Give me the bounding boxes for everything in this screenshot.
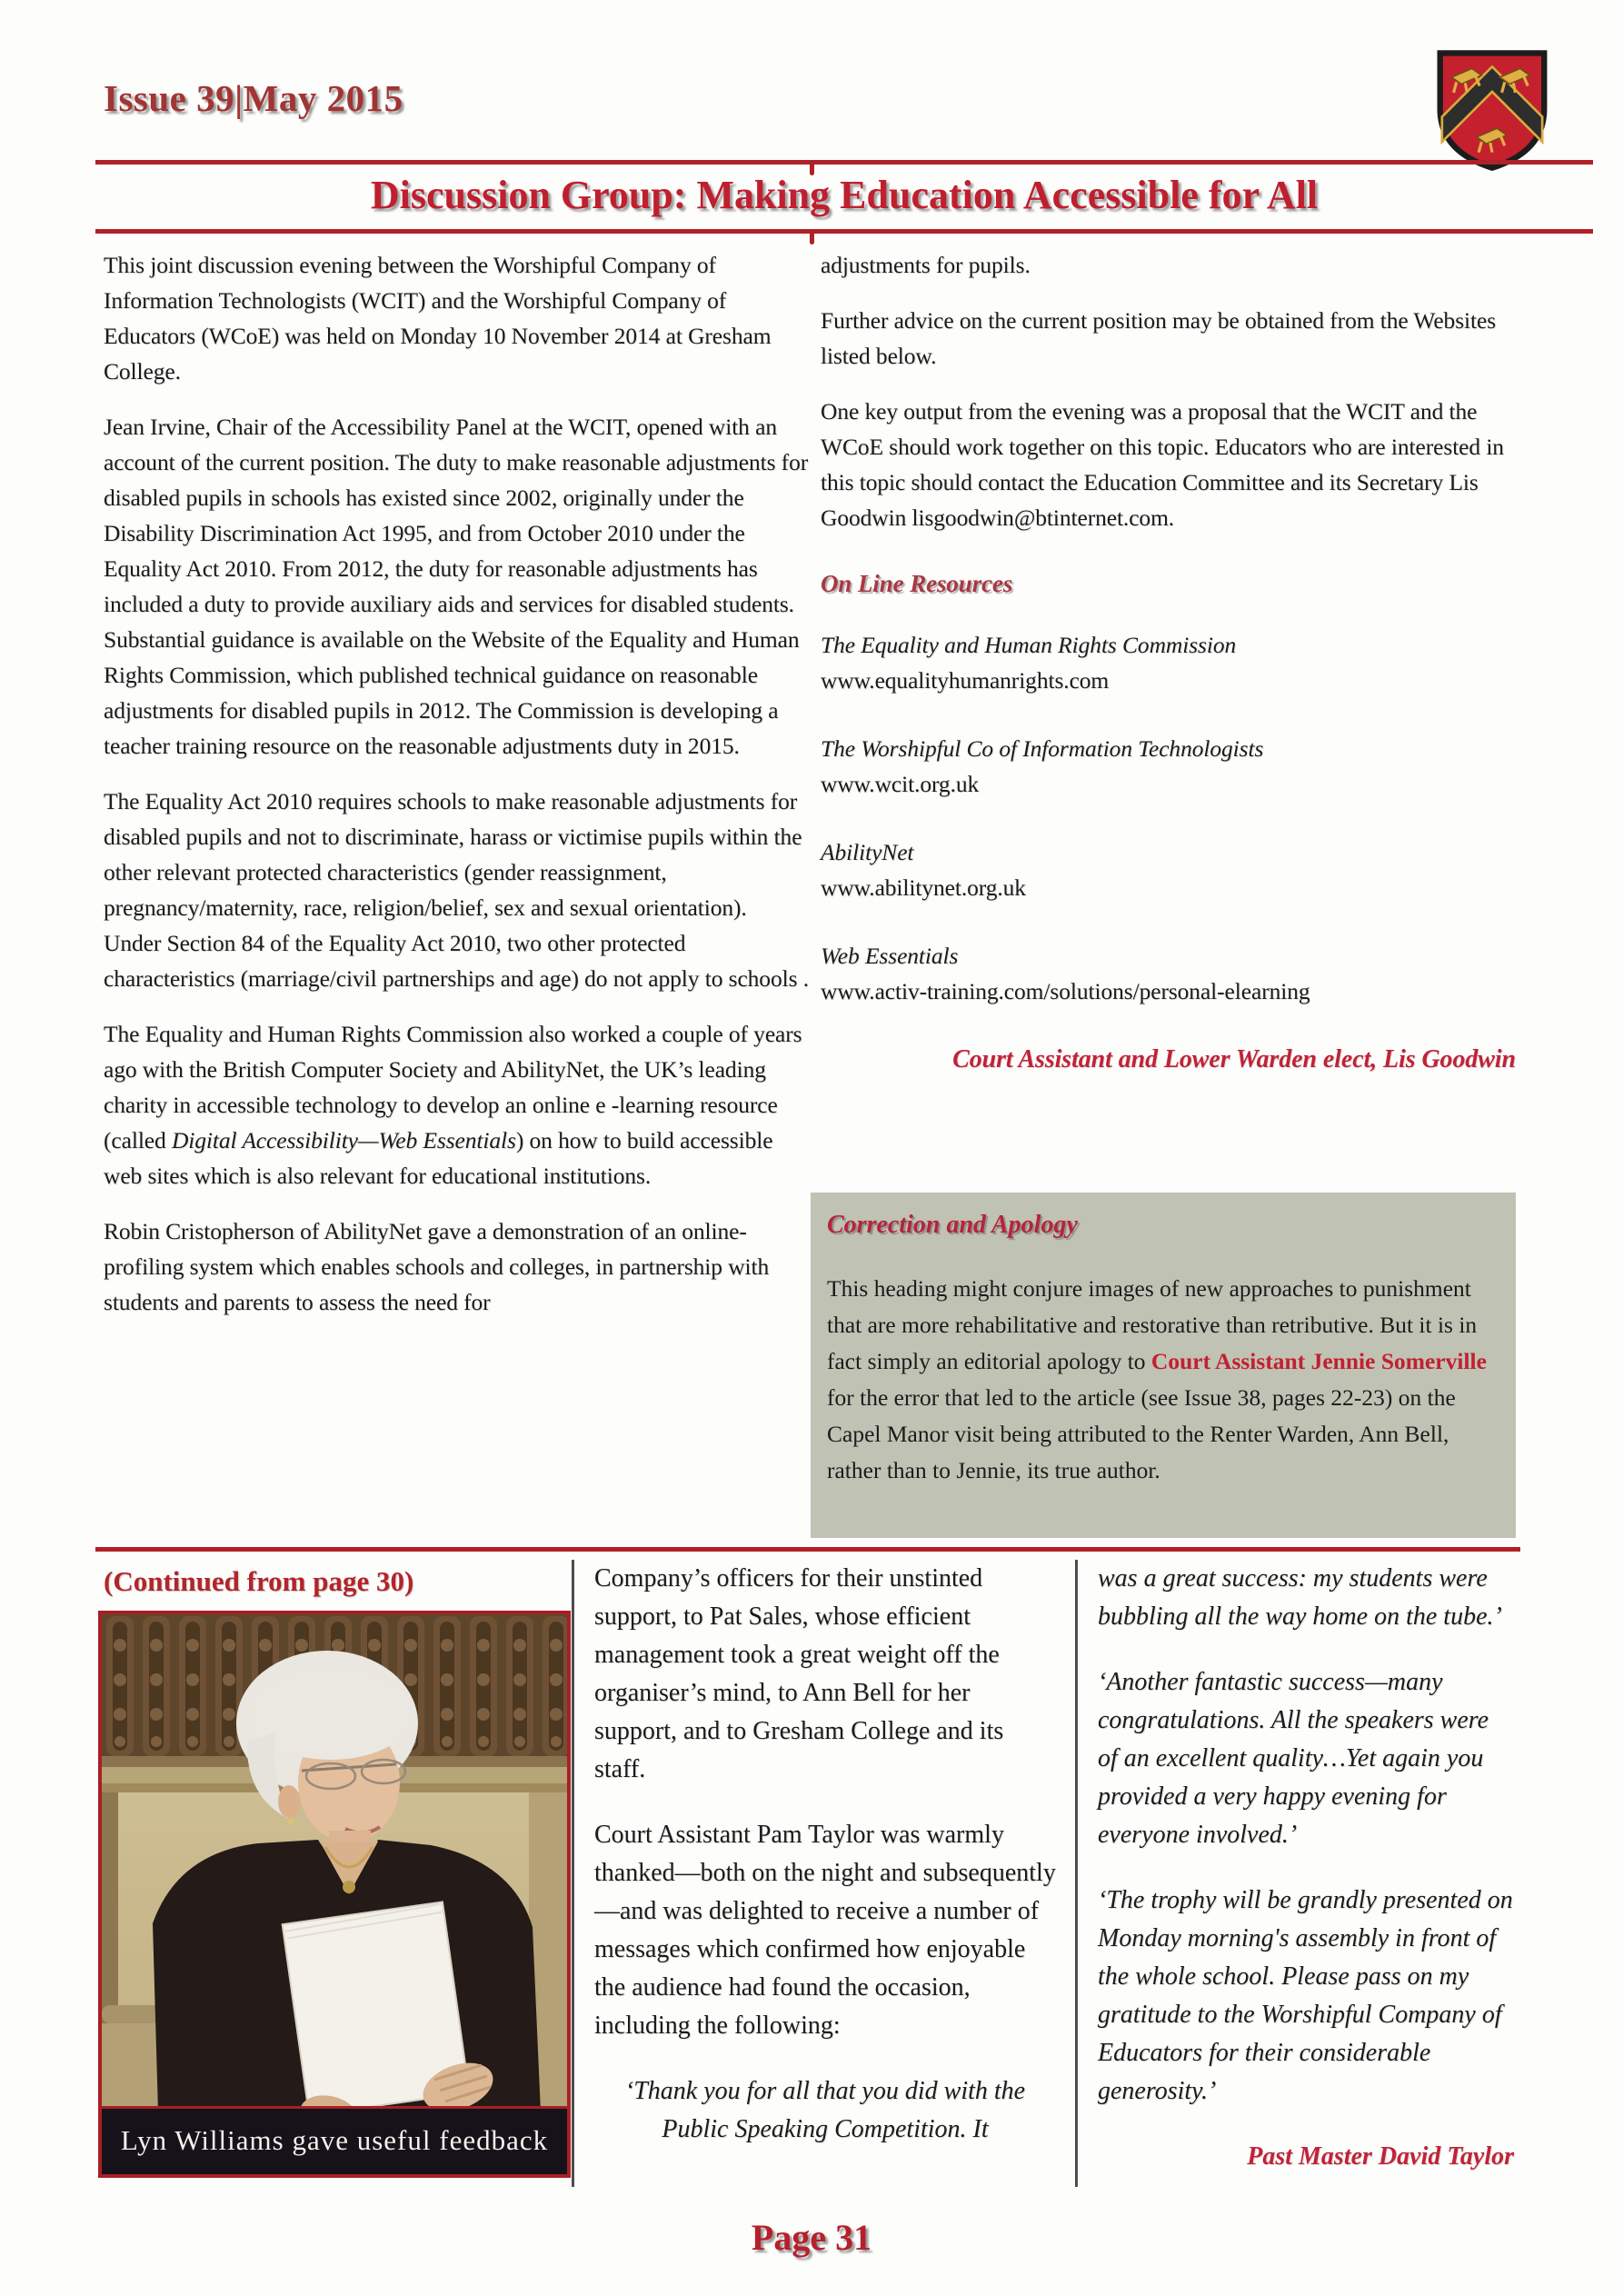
paragraph-text: The Equality and Human Rights Commission also worked a couple of years ago with the British Computer Society and AbilityNet, the UK’s leading charity in accessible technology to develop an online e -learning resource (called bbox=[104, 1021, 802, 1153]
photo-lyn-williams bbox=[98, 1611, 571, 2178]
section-divider-rule bbox=[95, 1547, 1520, 1552]
resource-url: www.wcit.org.uk bbox=[821, 771, 980, 797]
author-credit: Court Assistant and Lower Warden elect, Lis Goodwin bbox=[952, 1045, 1516, 1073]
resource-item bbox=[821, 731, 1516, 802]
wcoe-crest-icon bbox=[1434, 45, 1550, 173]
correction-box bbox=[811, 1193, 1516, 1538]
resource-name: The Equality and Human Rights Commission bbox=[821, 632, 1237, 658]
column-divider bbox=[572, 1560, 574, 2187]
paragraph: Further advice on the current position may be obtained from the Websites listed below. bbox=[821, 307, 1497, 369]
correction-heading: Correction and Apology bbox=[827, 1211, 1078, 1239]
resource-item bbox=[821, 834, 1516, 905]
article-column-right bbox=[821, 247, 1516, 1077]
paragraph bbox=[104, 1016, 809, 1193]
resource-url: www.abilitynet.org.uk bbox=[821, 874, 1026, 901]
title-rule-bottom bbox=[95, 229, 1593, 234]
continued-from-label: (Continued from page 30) bbox=[104, 1565, 414, 1597]
page-title: Discussion Group: Making Education Accessible for All bbox=[370, 173, 1319, 217]
resource-name: The Worshipful Co of Information Technologists bbox=[821, 735, 1264, 762]
paragraph: Robin Cristopherson of AbilityNet gave a demonstration of an online- profiling system which enables schools and colleges, in partnership with students and parents to assess the need for bbox=[104, 1218, 770, 1315]
author-credit: Past Master David Taylor bbox=[1247, 2142, 1514, 2171]
paragraph: One key output from the evening was a proposal that the WCIT and the WCoE should work together on this topic. Educators who are interested in this topic should contact the Education Committee and its Secretary Lis Goodwin lisgoodwin@btinternet.com. bbox=[821, 398, 1504, 531]
quote-paragraph: ‘Another fantastic success—many congratulations. All the speakers were of an excellent quality…Yet again you provided a very happy evening for everyone involved.’ bbox=[1098, 1668, 1489, 1849]
paragraph: This joint discussion evening between the Worshipful Company of Information Technologists (WCIT) and the Worshipful Company of Educators (WCoE) was held on Monday 10 November 2014 at Gresham College. bbox=[104, 252, 772, 384]
resource-item bbox=[821, 938, 1516, 1009]
bottom-column-middle bbox=[594, 1560, 1056, 2176]
column-divider bbox=[1075, 1560, 1078, 2187]
resource-url: www.activ-training.com/solutions/personal-elearning bbox=[821, 978, 1310, 1004]
paragraph-text: ) on how to build accessible web sites which is also relevant for educational institutions. bbox=[104, 1127, 773, 1189]
photo-caption: Lyn Williams gave useful feedback bbox=[102, 2106, 567, 2174]
correction-highlight: Court Assistant Jennie Somerville bbox=[1150, 1348, 1487, 1374]
paragraph: Jean Irvine, Chair of the Accessibility Panel at the WCIT, opened with an account of the current position. The duty to make reasonable adjustments for disabled pupils in schools has existed since 2002, originally under the Disability Discrimination Act 1995, and from October 2010 under the Equality Act 2010. From 2012, the duty for reasonable adjustments has included a duty to provide auxiliary aids and services for disabled students. Substantial guidance is available on the Website of the Equality and Human Rights Commission, which published technical guidance on reasonable adjustments for disabled pupils in 2012. The Commission is developing a teacher training resource on the reasonable adjustments duty in 2015. bbox=[104, 414, 809, 759]
italic-title-text: Digital Accessibility—Web Essentials bbox=[171, 1127, 516, 1153]
quote-paragraph: ‘Thank you for all that you did with the Public Speaking Competition. It bbox=[624, 2077, 1026, 2143]
resource-name: Web Essentials bbox=[821, 943, 959, 969]
page-number: Page 31 bbox=[751, 2217, 872, 2258]
rule-tick bbox=[810, 233, 814, 245]
quote-paragraph: was a great success: my students were bubbling all the way home on the tube.’ bbox=[1098, 1564, 1502, 1631]
paragraph: adjustments for pupils. bbox=[821, 252, 1031, 278]
resource-item bbox=[821, 627, 1516, 698]
article-column-left bbox=[104, 247, 809, 1340]
correction-body bbox=[827, 1271, 1498, 1489]
issue-date-label: Issue 39|May 2015 bbox=[104, 77, 403, 119]
resource-url: www.equalityhumanrights.com bbox=[821, 667, 1110, 694]
paragraph: Company’s officers for their unstinted support, to Pat Sales, whose efficient management took a great weight off the organiser’s mind, to Ann Bell for her support, and to Gresham College and its staff. bbox=[594, 1564, 1004, 1783]
resource-name: AbilityNet bbox=[821, 839, 914, 865]
paragraph: Court Assistant Pam Taylor was warmly thanked—both on the night and subsequently—and was delighted to receive a number of messages which confirmed how enjoyable the audience had found the occasion, including the following: bbox=[594, 1821, 1056, 2040]
quote-paragraph: ‘The trophy will be grandly presented on Monday morning's assembly in front of the whole school. Please pass on my gratitude to the Worshipful Company of Educators for their considerable generosity.’ bbox=[1098, 1886, 1513, 2105]
correction-text: for the error that led to the article (see Issue 38, pages 22-23) on the Capel Manor visit being attributed to the Renter Warden, Ann Bell, rather than to Jennie, its true author. bbox=[827, 1384, 1456, 1483]
correction-text: This heading might conjure images of new approaches to punishment that are more rehabilitative and restorative than retributive. But it is in fact simply an editorial apology to bbox=[827, 1275, 1478, 1374]
paragraph: The Equality Act 2010 requires schools to make reasonable adjustments for disabled pupils and not to discriminate, harass or victimise pupils within the other relevant protected characteristics (gender reassignment, pregnancy/maternity, race, religion/belief, sex and sexual orientation). Under Section 84 of the Equality Act 2010, two other protected characteristics (marriage/civil partnerships and age) do not apply to schools . bbox=[104, 788, 809, 992]
title-rule-top bbox=[95, 160, 1593, 165]
photo-image bbox=[102, 1614, 567, 2174]
resources-heading: On Line Resources bbox=[821, 570, 1013, 597]
bottom-column-right bbox=[1098, 1560, 1514, 2176]
